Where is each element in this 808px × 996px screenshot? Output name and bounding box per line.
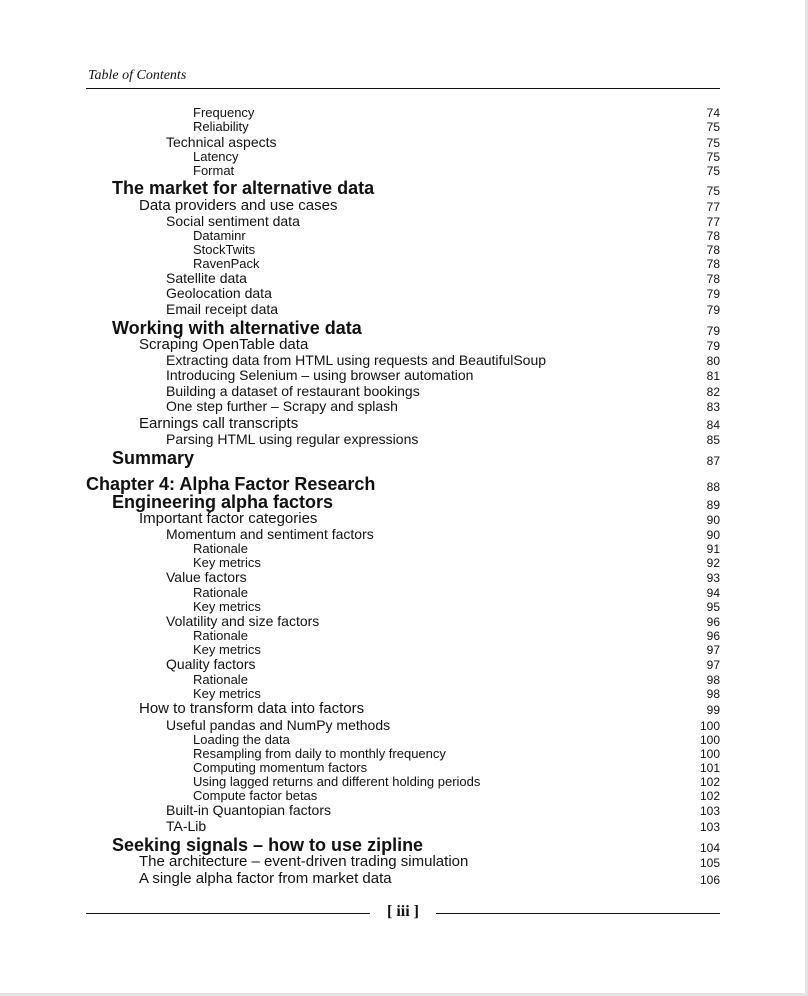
toc-entry[interactable] [0, 870, 808, 889]
toc-entry-page: 99 [706, 703, 720, 717]
toc-entry-page: 88 [706, 480, 720, 494]
toc-entry-page: 103 [699, 820, 720, 834]
toc-entry-page: 100 [699, 719, 720, 733]
running-header: Table of Contents [88, 68, 187, 83]
toc-entry-title: Quality factors [166, 656, 256, 672]
toc-entry-page: 79 [706, 324, 720, 338]
toc-entry-page: 77 [706, 215, 720, 229]
page-number: [ iii ] [387, 903, 419, 920]
toc-entry-title: Geolocation data [166, 285, 272, 301]
toc-entry-page: 79 [706, 303, 720, 317]
toc-entry-page: 75 [706, 164, 720, 178]
toc-entry-page: 97 [706, 643, 720, 657]
toc-entry-title: Seeking signals – how to use zipline [112, 835, 424, 855]
toc-entry-title: Value factors [166, 569, 247, 585]
toc-entry-page: 102 [699, 775, 720, 789]
toc-entry-title: Key metrics [193, 599, 261, 614]
toc-entry-page: 75 [706, 150, 720, 164]
toc-entry-title: Rationale [193, 585, 248, 600]
toc-entry-title: How to transform data into factors [139, 700, 365, 717]
toc-entry-page: 75 [706, 136, 720, 150]
toc-entry-title: Useful pandas and NumPy methods [166, 717, 391, 733]
toc-entry-page: 96 [706, 615, 720, 629]
toc-entry-page: 102 [699, 789, 720, 803]
toc-entry-page: 105 [699, 856, 720, 870]
toc-entry-page: 96 [706, 629, 720, 643]
toc-entry-page: 75 [706, 120, 720, 134]
toc-entry-title: A single alpha factor from market data [139, 870, 392, 887]
toc-entry-page: 78 [706, 272, 720, 286]
toc-entry-page: 89 [706, 498, 720, 512]
toc-entry-title: Engineering alpha factors [112, 492, 334, 512]
toc-entry-title: Volatility and size factors [166, 613, 320, 629]
toc-entry-title: Frequency [193, 105, 255, 120]
toc-entry-title: Rationale [193, 541, 248, 556]
toc-entry-page: 98 [706, 673, 720, 687]
toc-entry-title: Dataminr [193, 228, 246, 243]
toc-entry-title: Parsing HTML using regular expressions [166, 431, 419, 447]
toc-entry[interactable] [0, 818, 808, 836]
toc-entry-title: Working with alternative data [112, 318, 362, 338]
toc-entry-title: Resampling from daily to monthly frequency [193, 746, 446, 761]
toc-entry-page: 78 [706, 243, 720, 257]
toc-entry-title: Introducing Selenium – using browser automation [166, 367, 474, 383]
footer-rule-right [436, 913, 720, 914]
toc-entry-title: Loading the data [193, 732, 290, 747]
toc-entry-page: 103 [699, 804, 720, 818]
toc-entry-page: 79 [706, 287, 720, 301]
toc-entry-title: Rationale [193, 672, 248, 687]
toc-entry-page: 75 [706, 184, 720, 198]
toc-entry-title: Reliability [193, 119, 249, 134]
toc-entry-title: Format [193, 163, 235, 178]
toc-entry-page: 98 [706, 687, 720, 701]
toc-entry-title: Scraping OpenTable data [139, 336, 309, 353]
toc-entry-title: Latency [193, 149, 239, 164]
toc-entry-page: 101 [699, 761, 720, 775]
toc-entry-title: Rationale [193, 628, 248, 643]
toc-entry-page: 79 [706, 339, 720, 353]
toc-entry-title: Key metrics [193, 642, 261, 657]
toc-entry-title: TA-Lib [166, 818, 207, 834]
toc-entry-title: Satellite data [166, 270, 247, 286]
toc-entry-page: 83 [706, 400, 720, 414]
toc-entry-page: 77 [706, 200, 720, 214]
toc-entry-page: 106 [699, 873, 720, 887]
toc-entry-title: Chapter 4: Alpha Factor Research [86, 474, 376, 494]
toc-entry-page: 91 [706, 542, 720, 556]
toc-entry[interactable] [0, 448, 808, 470]
toc-entry-page: 94 [706, 586, 720, 600]
toc-entry-title: Compute factor betas [193, 788, 318, 803]
toc-entry-page: 85 [706, 433, 720, 447]
footer-rule-left [86, 913, 370, 914]
toc-entry-title: Building a dataset of restaurant bookings [166, 383, 420, 399]
toc-entry-title: StockTwits [193, 242, 256, 257]
toc-entry-page: 92 [706, 556, 720, 570]
toc-entry-title: Email receipt data [166, 301, 279, 317]
toc-entry-page: 81 [706, 369, 720, 383]
toc-entry-page: 78 [706, 229, 720, 243]
toc-entry-page: 90 [706, 528, 720, 542]
toc-entry-title: RavenPack [193, 256, 260, 271]
toc-entry-page: 100 [699, 747, 720, 761]
toc-entry-title: Earnings call transcripts [139, 415, 299, 432]
toc-entry-page: 82 [706, 385, 720, 399]
toc-entry-page: 84 [706, 418, 720, 432]
toc-entry-title: The architecture – event-driven trading simulation [139, 853, 469, 870]
toc-entry-title: Computing momentum factors [193, 760, 368, 775]
toc-entry-title: Important factor categories [139, 510, 318, 527]
toc-entry-page: 90 [706, 513, 720, 527]
toc-entry-page: 93 [706, 571, 720, 585]
toc-entry-page: 74 [706, 106, 720, 120]
toc-entry-title: The market for alternative data [112, 178, 375, 198]
toc-entry-page: 80 [706, 354, 720, 368]
toc-entry-page: 87 [706, 454, 720, 468]
toc-entry-title: Key metrics [193, 555, 261, 570]
toc-entry-title: Momentum and sentiment factors [166, 526, 374, 542]
toc-entry-title: Key metrics [193, 686, 261, 701]
toc-entry-title: Technical aspects [166, 134, 277, 150]
toc-entry[interactable] [0, 301, 808, 319]
toc-entry-title: Summary [112, 448, 195, 468]
toc-entry-page: 100 [699, 733, 720, 747]
toc-entry-page: 95 [706, 600, 720, 614]
toc-entry-title: One step further – Scrapy and splash [166, 398, 398, 414]
toc-entry[interactable] [0, 431, 808, 449]
toc-entry-page: 97 [706, 658, 720, 672]
toc-entry-title: Extracting data from HTML using requests and BeautifulSoup [166, 352, 547, 368]
toc-entry-title: Built-in Quantopian factors [166, 802, 331, 818]
toc-entry-title: Using lagged returns and different holding periods [193, 774, 481, 789]
toc-entry-title: Social sentiment data [166, 213, 300, 229]
toc-entry-page: 104 [699, 841, 720, 855]
toc-entry-title: Data providers and use cases [139, 197, 338, 214]
toc-entry[interactable] [0, 398, 808, 416]
toc-entry-page: 78 [706, 257, 720, 271]
